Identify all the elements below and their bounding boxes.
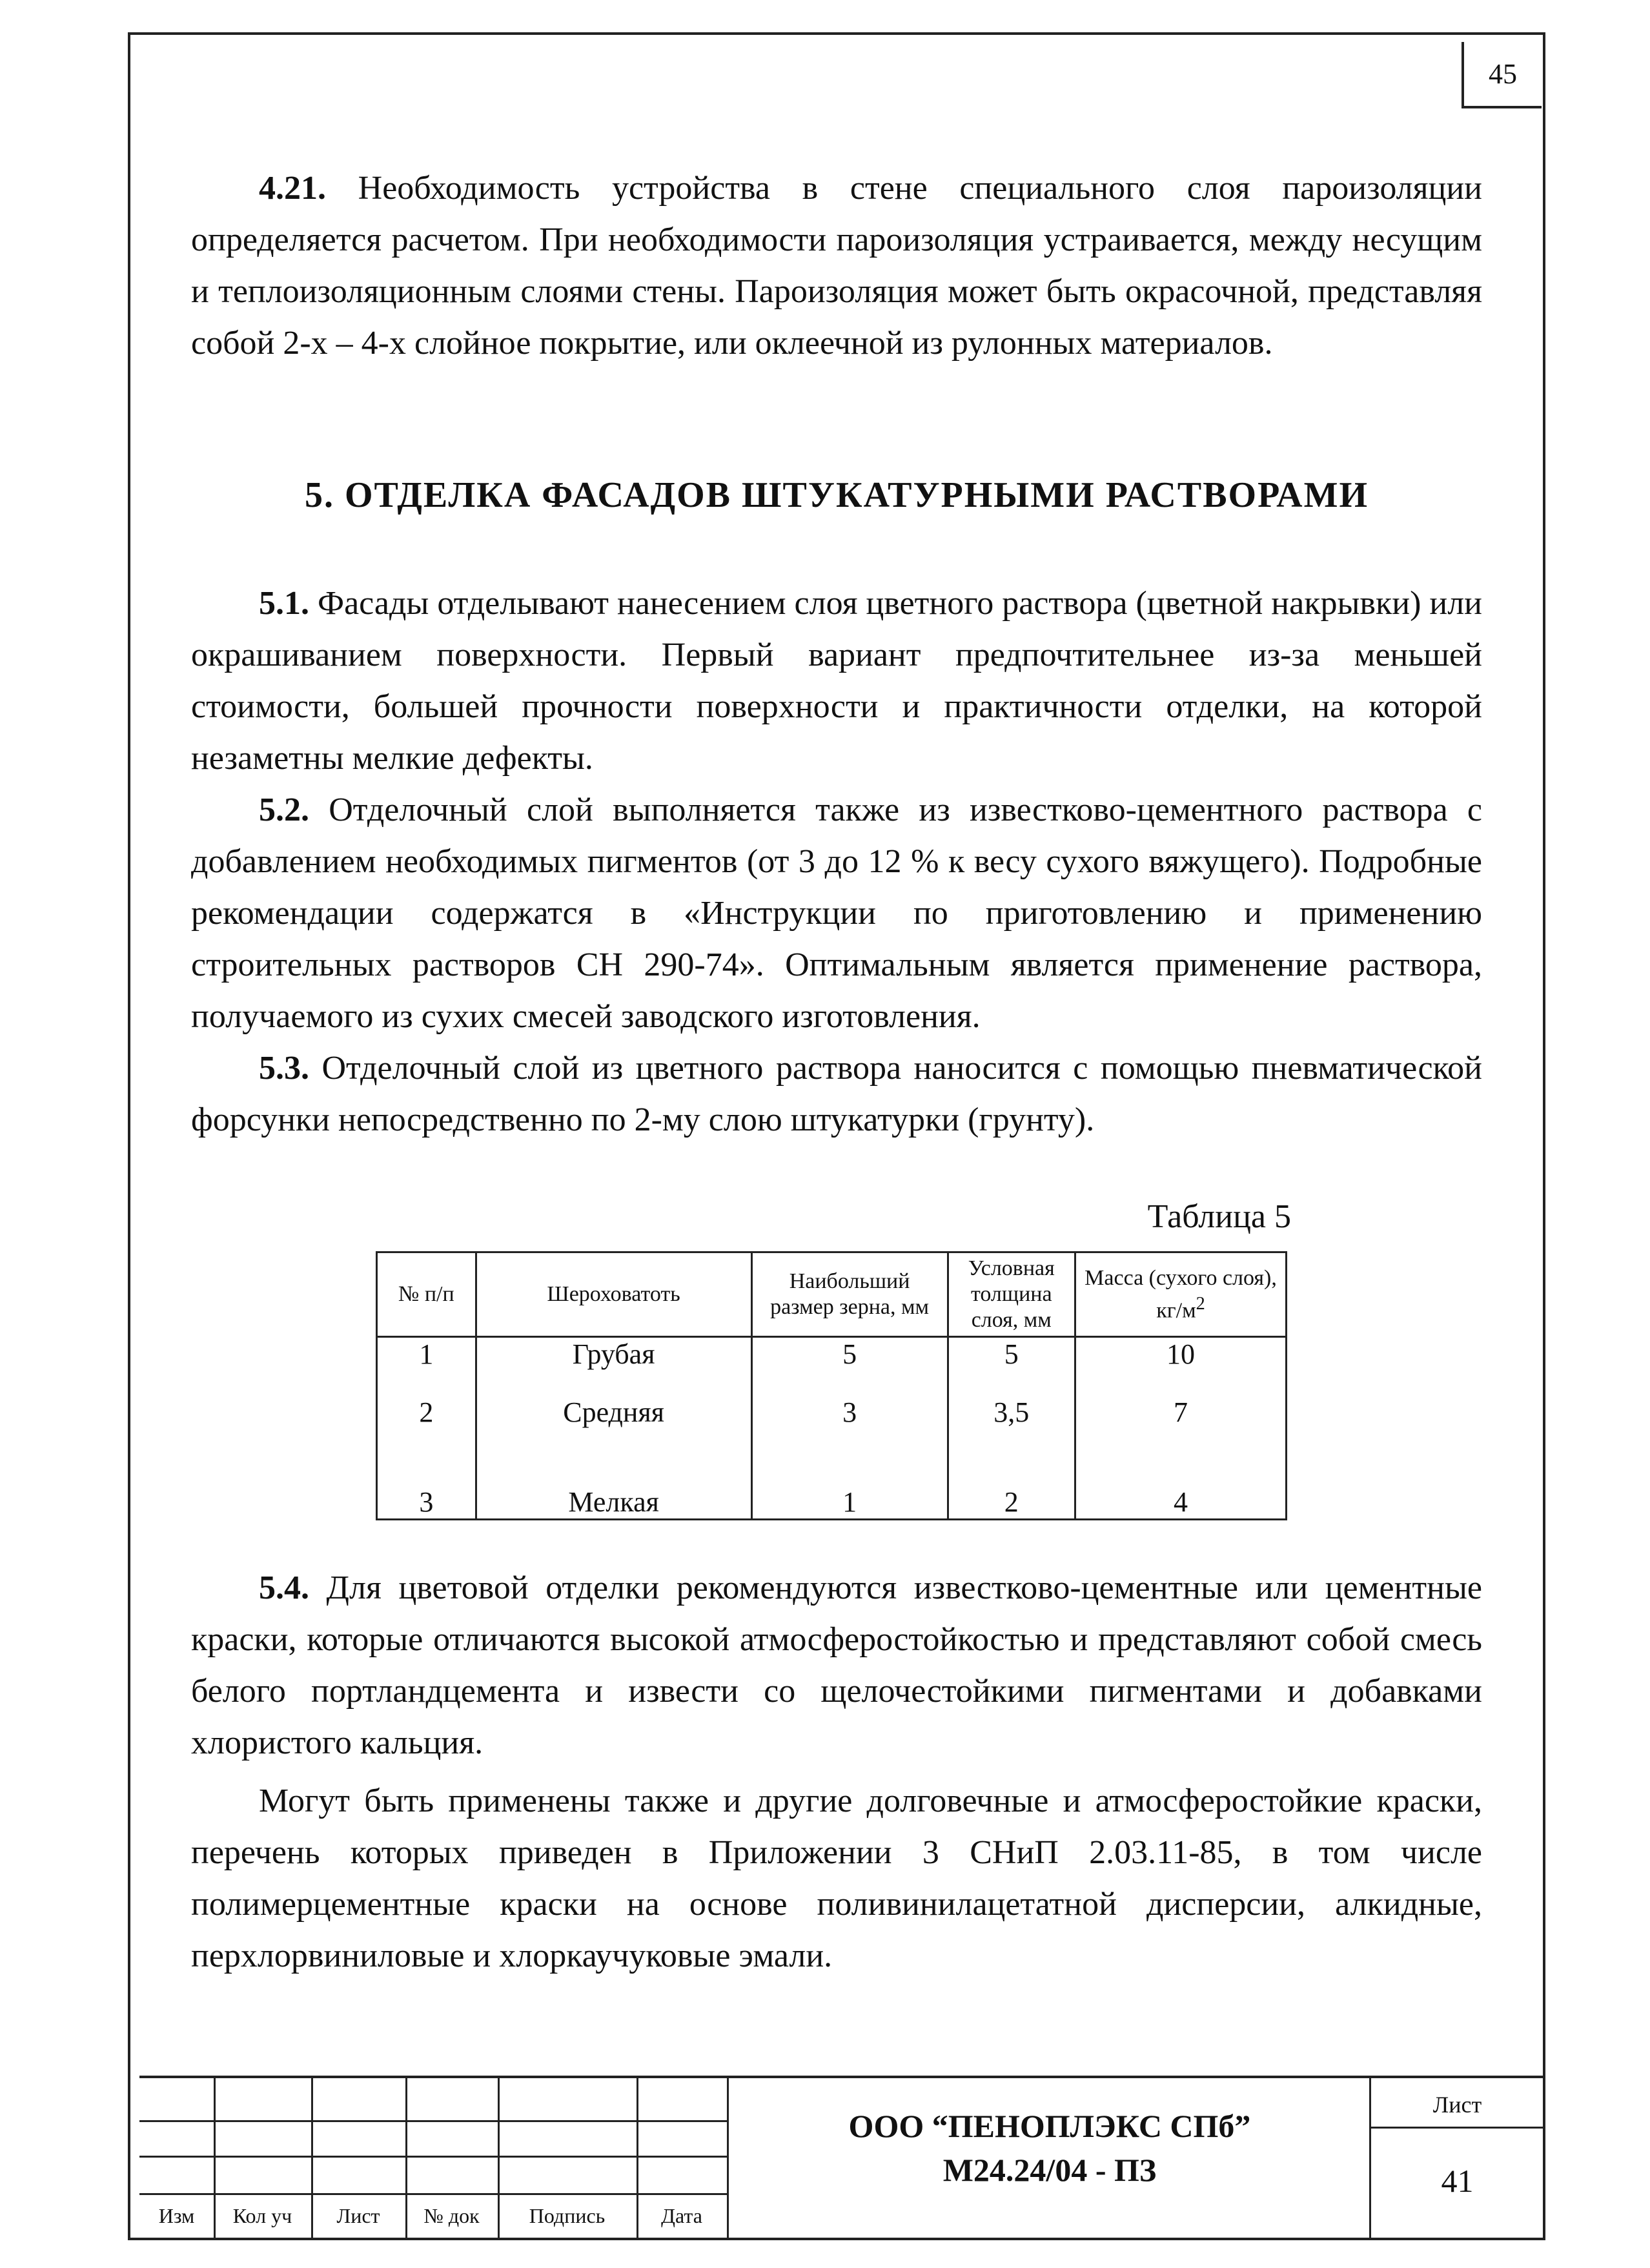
cell-roughness: Грубая <box>476 1337 751 1396</box>
paragraph-number: 5.2. <box>259 792 309 828</box>
paragraph-number: 5.3. <box>259 1050 309 1087</box>
header-roughness: Шероховатоть <box>476 1252 751 1337</box>
cell-num: 1 <box>377 1337 476 1396</box>
header-mass-text: Масса (сухого слоя), кг/м <box>1085 1265 1277 1323</box>
organization-name: ООО “ПЕНОПЛЭКС СПб” <box>848 2108 1251 2144</box>
paragraph-body: Фасады отделывают нанесением слоя цветного раствора (цветной накрывки) или окрашиванием поверхности. Первый вариант предпочтительнее из-за меньшей стоимости, большей прочности поверхности и практичности отделки, на которой незаметны мелкие дефекты. <box>191 585 1482 777</box>
cell-mass: 10 <box>1075 1337 1287 1396</box>
paragraph-5-4 <box>191 1562 1482 1769</box>
cell-thickness: 3,5 <box>948 1396 1075 1460</box>
stamp-label-date: Дата <box>661 2204 702 2227</box>
stamp-label-list: Лист <box>336 2204 380 2227</box>
sheet-label: Лист <box>1432 2092 1482 2118</box>
cell-grain: 3 <box>751 1396 948 1460</box>
paragraph-number: 5.1. <box>259 585 309 622</box>
document-code: М24.24/04 - ПЗ <box>942 2152 1157 2188</box>
paragraph-final: Могут быть применены также и другие долговечные и атмосферостойкие краски, перечень которых приведен в Приложении 3 СНиП 2.03.11-85, в том числе полимерцементные краски на основе поливинилацетатной дисперсии, алкидные, перхлорвиниловые и хлоркаучуковые эмали. <box>191 1783 1482 1974</box>
paragraph-body: Отделочный слой выполняется также из известково-цементного раствора с добавлением необходимых пигментов (от 3 до 12 % к весу сухого вяжущего). Подробные рекомендации содержатся в «Инструкции по приготовлению и применению строительных растворов СН 290-74». Оптимальным является применение раствора, получаемого из сухих смесей заводского изготовления. <box>191 792 1482 1035</box>
section-5-text-continued <box>191 1562 1482 1982</box>
cell-thickness: 5 <box>948 1337 1075 1396</box>
cell-num: 3 <box>377 1460 476 1520</box>
header-mass <box>1075 1252 1287 1337</box>
cell-mass: 7 <box>1075 1396 1287 1460</box>
paragraph-number: 5.4. <box>259 1569 309 1606</box>
section-5-text <box>191 578 1482 1146</box>
table-row <box>377 1337 1287 1396</box>
paragraph-5-3 <box>191 1043 1482 1146</box>
paragraph-body: Для цветовой отделки рекомендуются известково-цементные или цементные краски, которые отличаются высокой атмосферостойкостью и представляют собой смесь белого портландцемента и извести со щелочестойкими пигментами и добавками хлористого кальция. <box>191 1569 1482 1761</box>
cell-grain: 1 <box>751 1460 948 1520</box>
section-5-heading: 5. ОТДЕЛКА ФАСАДОВ ШТУКАТУРНЫМИ РАСТВОРАМИ <box>304 475 1369 515</box>
sheet-number: 41 <box>1441 2163 1474 2199</box>
paragraph-body: Отделочный слой из цветного раствора наносится с помощью пневматической форсунки непосредственно по 2-му слою штукатурки (грунту). <box>191 1050 1482 1138</box>
paragraph-4-21 <box>191 163 1482 369</box>
header-mass-sup: 2 <box>1196 1293 1205 1314</box>
organization-title <box>740 2104 1360 2192</box>
paragraph-number: 4.21. <box>259 170 326 207</box>
paragraph-5-1 <box>191 578 1482 784</box>
title-block <box>139 2076 1545 2240</box>
table-row <box>377 1396 1287 1460</box>
stamp-divider <box>727 2078 729 2240</box>
paragraph-5-2 <box>191 784 1482 1043</box>
paragraph-body: Необходимость устройства в стене специального слоя пароизоляции определяется расчетом. При необходимости пароизоляция устраивается, между несущим и теплоизоляционным слоями стены. Пароизоляция может быть окрасочной, представляя собой 2-х – 4-х слойное покрытие, или оклеечной из рулонных материалов. <box>191 170 1482 362</box>
stamp-label-kol-uch: Кол уч <box>232 2204 292 2227</box>
stamp-label-signature: Подпись <box>529 2204 606 2227</box>
cell-num: 2 <box>377 1396 476 1460</box>
cell-grain: 5 <box>751 1337 948 1396</box>
section-4-text <box>191 163 1482 369</box>
stamp-label-doc: № док <box>423 2204 480 2227</box>
header-thickness: Условная толщина слоя, мм <box>948 1252 1075 1337</box>
stamp-row-line <box>139 2193 727 2195</box>
stamp-row-line <box>139 2120 727 2122</box>
header-num: № п/п <box>377 1252 476 1337</box>
stamp-label-izm: Изм <box>158 2204 195 2227</box>
table-row <box>377 1460 1287 1520</box>
table-header-row <box>377 1252 1287 1337</box>
cell-roughness: Мелкая <box>476 1460 751 1520</box>
header-grain: Наибольший размер зерна, мм <box>751 1252 948 1337</box>
stamp-row-line <box>139 2156 727 2158</box>
page-number: 45 <box>1462 42 1542 108</box>
cell-thickness: 2 <box>948 1460 1075 1520</box>
table-caption: Таблица 5 <box>1147 1198 1291 1235</box>
cell-mass: 4 <box>1075 1460 1287 1520</box>
cell-roughness: Средняя <box>476 1396 751 1460</box>
roughness-table <box>376 1251 1287 1520</box>
stamp-row-line <box>1369 2127 1545 2129</box>
